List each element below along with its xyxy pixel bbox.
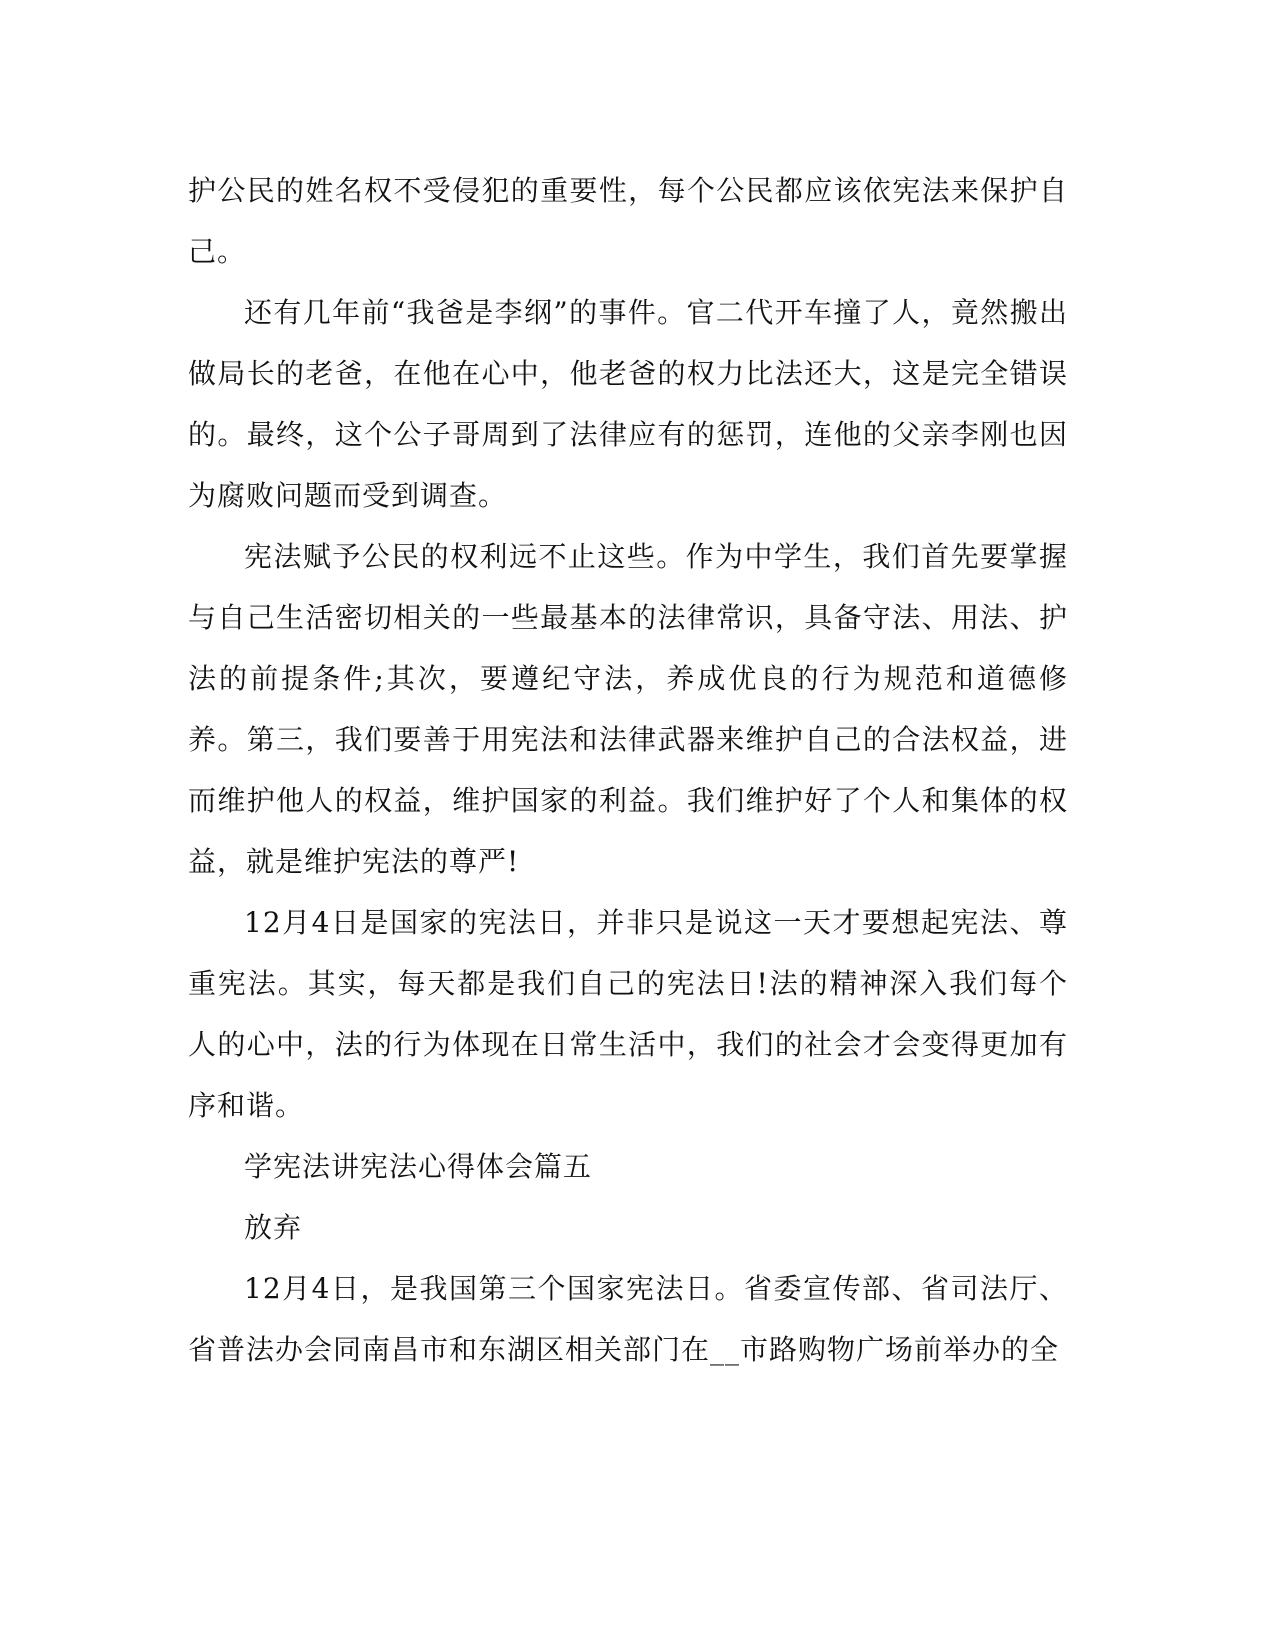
paragraph-1: 护公民的姓名权不受侵犯的重要性，每个公民都应该依宪法来保护自己。 [188,174,1068,268]
paragraph-4: 12月4日是国家的宪法日，并非只是说这一天才要想起宪法、尊重宪法。其实，每天都是我们自己的宪法日!法的精神深入我们每个人的心中，法的行为体现在日常生活中，我们的社会才会变得更加有序和谐。 [188,906,1068,1122]
paragraph-3: 宪法赋予公民的权利远不止这些。作为中学生，我们首先要掌握与自己生活密切相关的一些最基本的法律常识，具备守法、用法、护法的前提条件;其次，要遵纪守法，养成优良的行为规范和道德修养。第三，我们要善于用宪法和法律武器来维护自己的合法权益，进而维护他人的权益，维护国家的利益。我们维护好了个人和集体的权益，就是维护宪法的尊严! [188,540,1068,878]
paragraph-5: 12月4日，是我国第三个国家宪法日。省委宣传部、省司法厅、省普法办会同南昌市和东湖区相关部门在__市路购物广场前举办的全 [188,1272,1068,1366]
section-heading: 学宪法讲宪法心得体会篇五 [244,1150,593,1183]
paragraph-2: 还有几年前“我爸是李纲”的事件。官二代开车撞了人，竟然搬出做局长的老爸，在他在心中，他老爸的权力比法还大，这是完全错误的。最终，这个公子哥周到了法律应有的惩罚，连他的父亲李刚也因为腐败问题而受到调查。 [188,296,1068,512]
section-subtitle: 放弃 [244,1211,303,1244]
document-body [188,160,1068,1380]
